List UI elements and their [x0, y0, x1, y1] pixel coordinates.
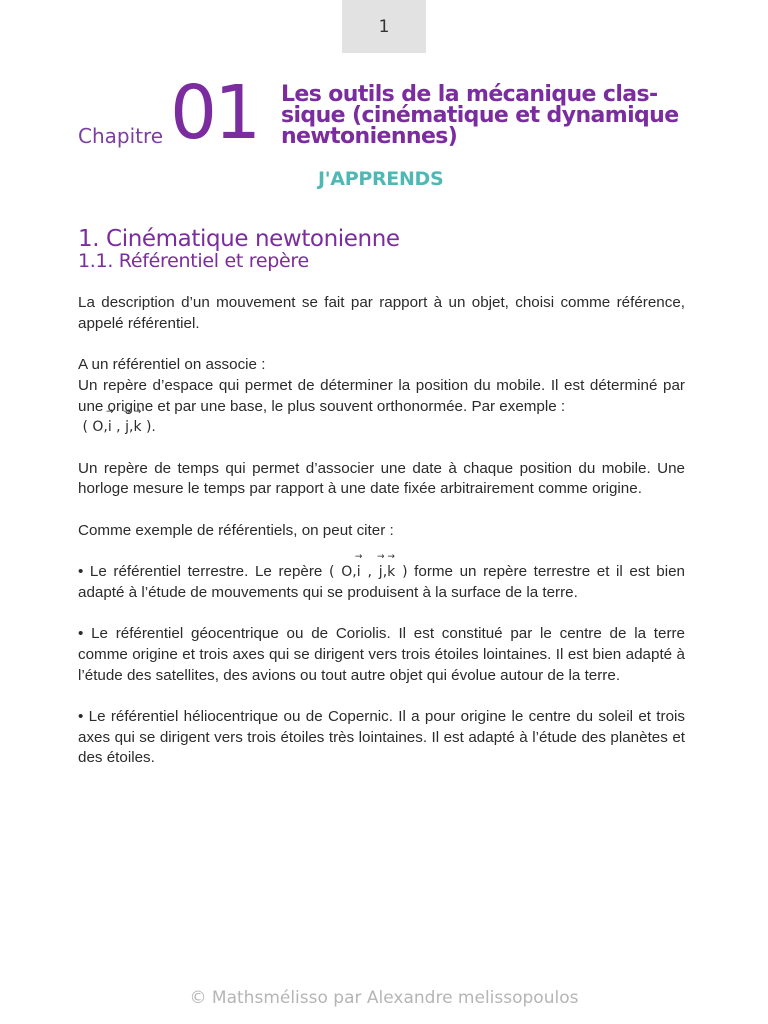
paragraph-description: La description d’un mouvement se fait par rapport à un objet, choisi comme référence, appelé référentiel.: [78, 294, 685, 332]
section-heading: 1. Cinématique newtonienne: [78, 226, 400, 252]
japprends-heading: J'APPRENDS: [318, 168, 444, 190]
vector-j: → j: [125, 417, 129, 438]
paragraph-associe-intro: A un référentiel on associe :: [78, 356, 266, 374]
formula-line: ( O,→ i , → j,→ k ).: [78, 417, 685, 438]
vector-i: → i: [357, 562, 361, 583]
list-item-terrestre: • Le référentiel terrestre. Le repère ( O,→ i , → j,→ k ) forme un repère terrestre et il est bien adapté à l’étude de mouvements qui se produisent à la surface de la terre.: [78, 562, 685, 603]
paragraph-repere-espace: Un repère d’espace qui permet de déterminer la position du mobile. Il est déterminé par une origine et par une base, le plus souvent orthonormée. Par exemple :: [78, 376, 685, 415]
paragraph-repere-temps: Un repère de temps qui permet d’associer une date à chaque position du mobile. Une horloge mesure le temps par rapport à une date fixée arbitrairement comme origine.: [78, 459, 685, 498]
list-item-heliocentrique: • Le référentiel héliocentrique ou de Copernic. Il a pour origine le centre du soleil et trois axes qui se dirigent vers trois étoiles très lointaines. Il est adapté à l’étude des planètes et des étoiles.: [78, 707, 685, 767]
page-number: [342, 0, 426, 53]
formula-repere-terrestre: ( O,→ i , → j,→ k ): [329, 564, 408, 580]
chapter-title: Les outils de la mécanique clas-sique (cinématique et dynamique newtoniennes): [281, 82, 679, 149]
chapter-label: Chapitre: [78, 124, 164, 148]
vector-k: → k: [387, 562, 395, 583]
page-number-text: 1: [378, 16, 390, 37]
vector-i: → i: [108, 417, 112, 438]
vector-j: → j: [379, 562, 383, 583]
list-item-geocentrique: • Le référentiel géocentrique ou de Coriolis. Il est constitué par le centre de la terre comme origine et trois axes qui se dirigent vers trois étoiles lointaines. Il est bien adapté à l’étude des satellites, des avions ou tout autre objet qui évolue autour de la terre.: [78, 625, 685, 684]
chapter-number: 01: [170, 70, 259, 156]
paragraph-exemples-intro: Comme exemple de référentiels, on peut citer :: [78, 521, 394, 539]
formula-repere: ( O,→ i , → j,→ k ): [78, 419, 151, 435]
subsection-heading: 1.1. Référentiel et repère: [78, 250, 309, 272]
vector-k: → k: [133, 417, 141, 438]
body-text: [78, 293, 685, 769]
footer-copyright: © Mathsmélisso par Alexandre melissopoulos: [189, 988, 579, 1008]
